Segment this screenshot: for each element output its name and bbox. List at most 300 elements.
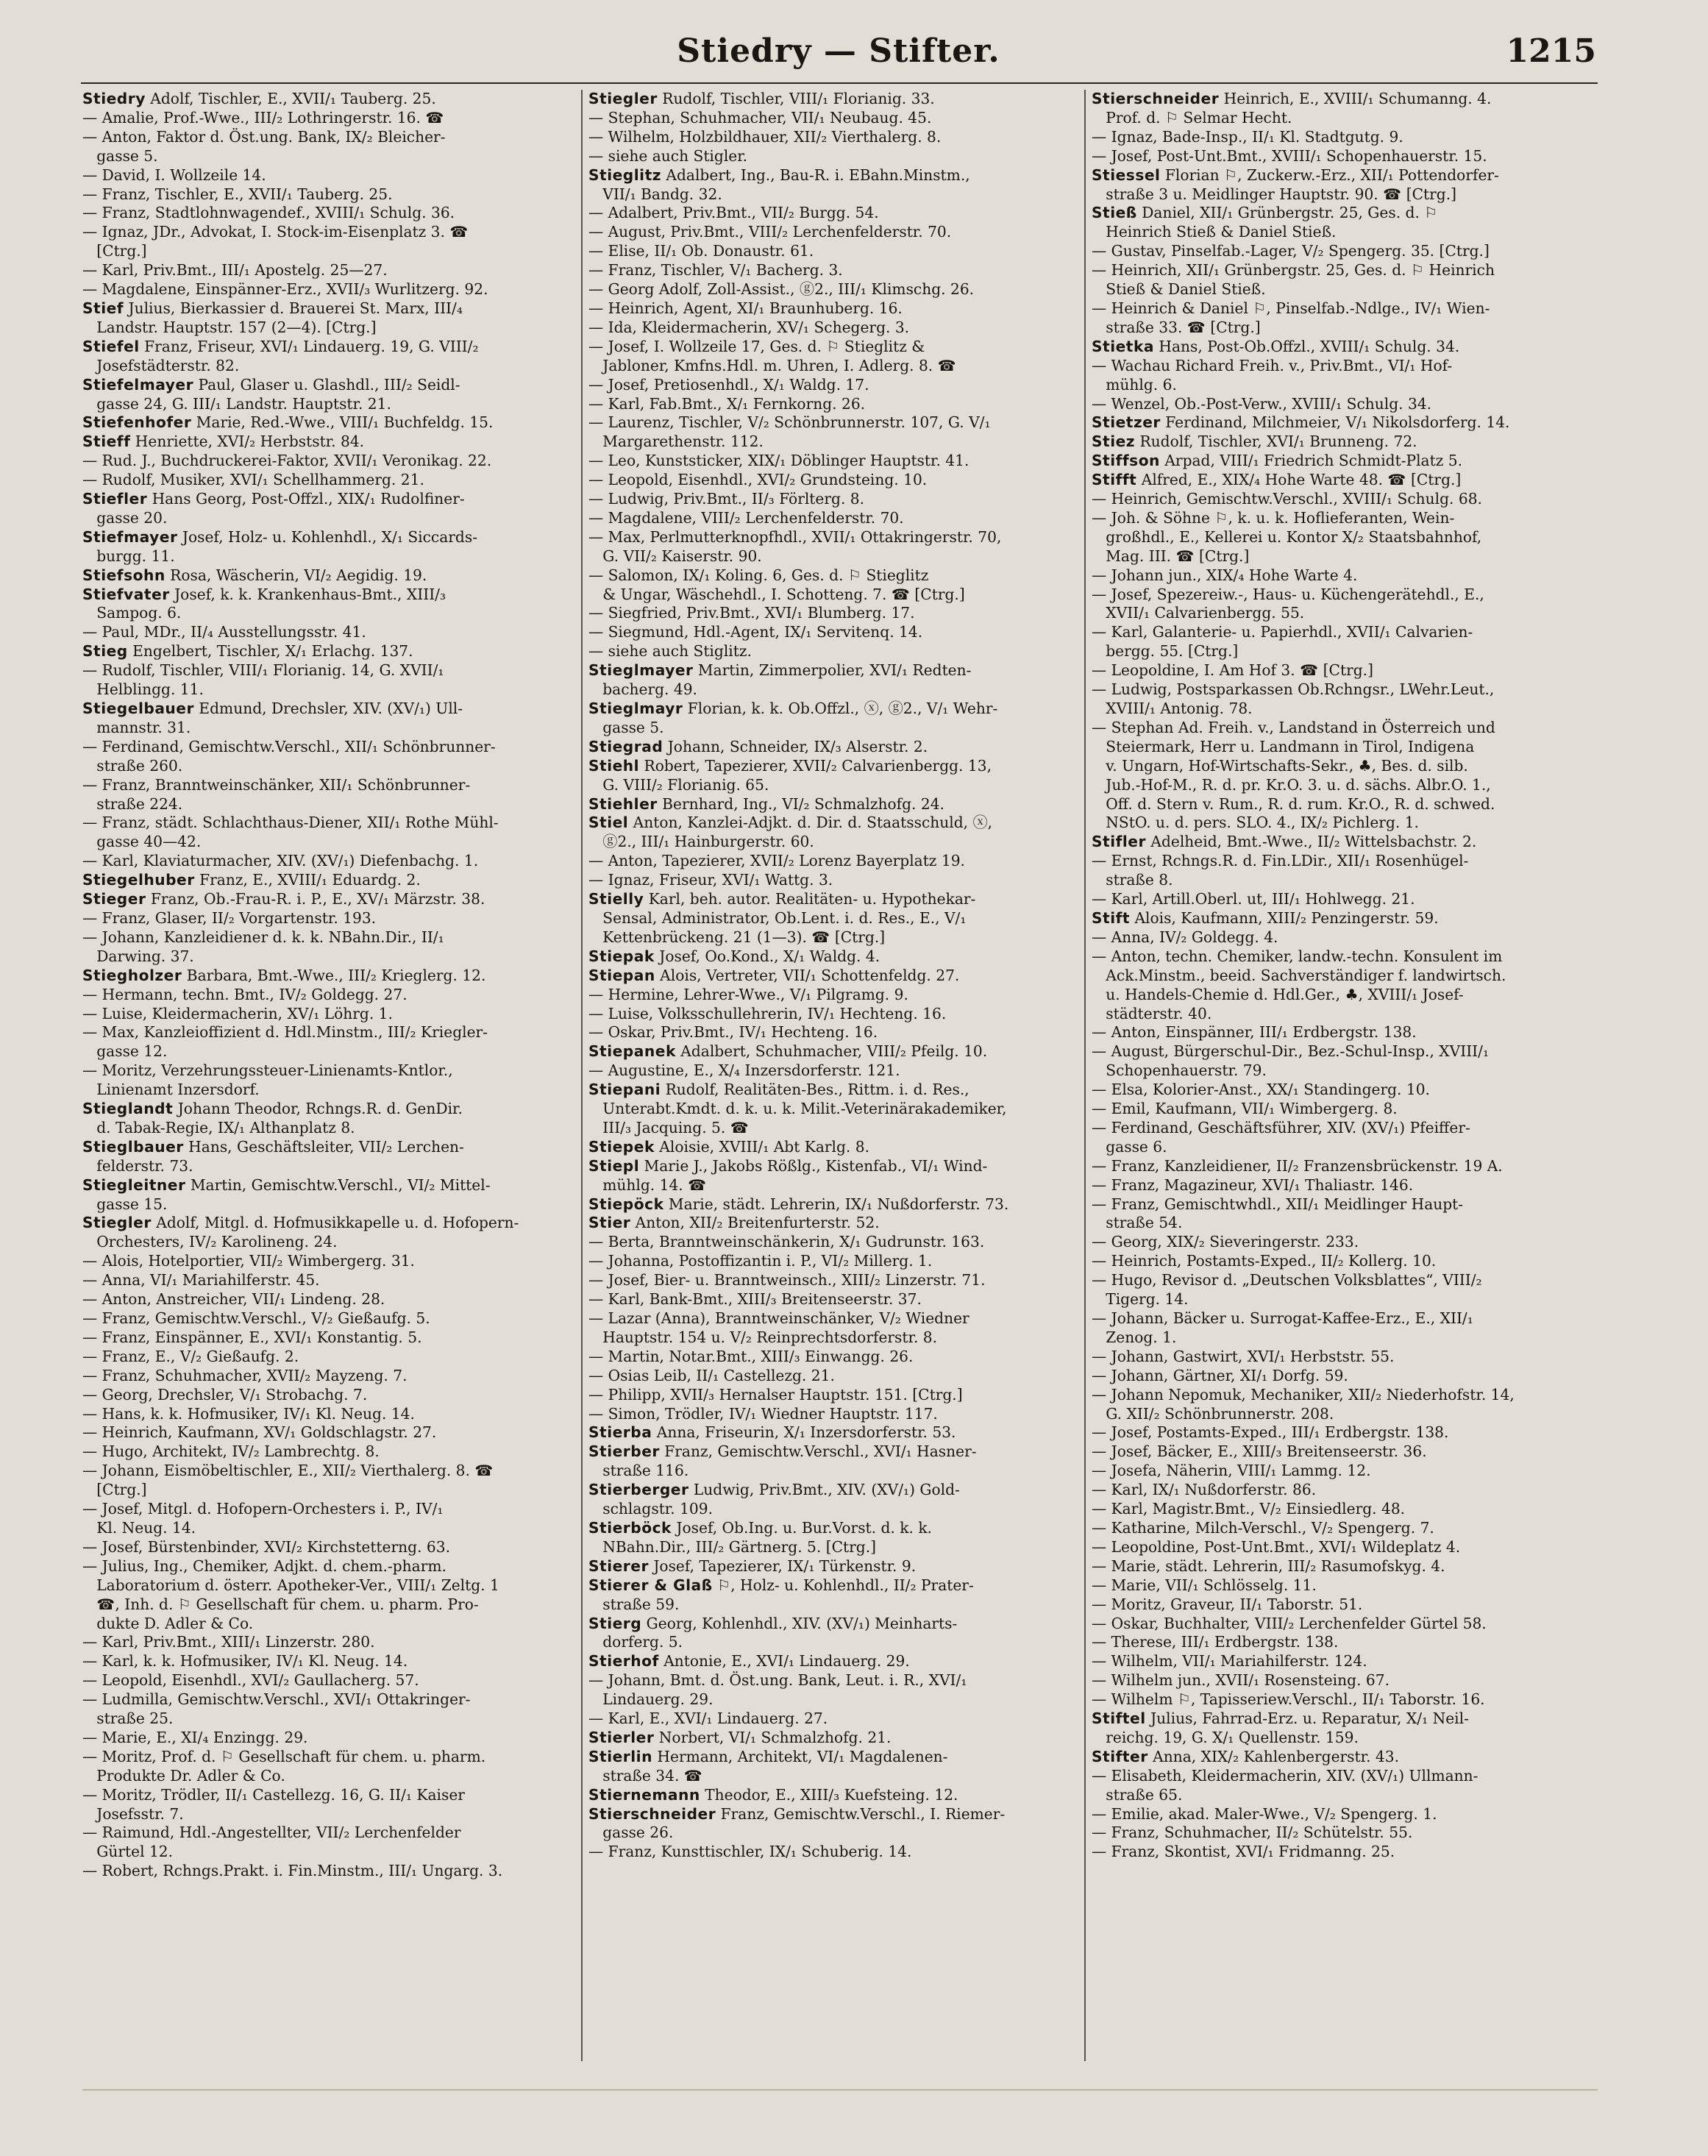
entry-text: gasse 40—42. xyxy=(82,833,202,851)
directory-line xyxy=(1092,338,1592,357)
entry-text: gasse 6. xyxy=(1092,1137,1167,1156)
entry-text: — Josef, Mitgl. d. Hofopern-Orchesters i. P., IV/₁ xyxy=(82,1500,444,1518)
surname-heading: Stier xyxy=(588,1214,631,1232)
directory-line xyxy=(82,1348,583,1367)
directory-line xyxy=(1092,890,1592,909)
surname-heading: Stielly xyxy=(588,890,644,908)
directory-line xyxy=(588,185,1089,204)
directory-line xyxy=(588,604,1089,623)
surname-heading: Stifft xyxy=(1092,471,1137,489)
entry-text: — Philipp, XVII/₃ Hernalser Hauptstr. 151. [Ctrg.] xyxy=(588,1385,963,1403)
entry-text: — Karl, k. k. Hofmusiker, IV/₁ Kl. Neug. 14. xyxy=(82,1652,408,1671)
entry-text: Mag. III. ☎ [Ctrg.] xyxy=(1092,547,1250,565)
entry-text: — Karl, Priv.Bmt., III/₁ Apostelg. 25—27. xyxy=(82,261,388,280)
entry-text: Hermann, Architekt, VI/₁ Magdalenen- xyxy=(652,1747,948,1765)
directory-line xyxy=(1092,604,1592,623)
surname-heading: Stierschneider xyxy=(1092,90,1220,107)
directory-line xyxy=(82,490,583,509)
directory-line xyxy=(82,871,583,890)
directory-line xyxy=(82,413,583,433)
surname-heading: Stiel xyxy=(588,814,629,832)
directory-line xyxy=(82,109,583,128)
entry-text: straße 8. xyxy=(1092,871,1173,889)
entry-text: gasse 5. xyxy=(588,718,664,736)
directory-line xyxy=(82,242,583,261)
entry-text: Adolf, Tischler, E., XVII/₁ Tauberg. 25. xyxy=(145,90,436,107)
directory-line xyxy=(588,1500,1089,1519)
directory-line xyxy=(82,1367,583,1386)
directory-line xyxy=(588,890,1089,909)
directory-line xyxy=(588,338,1089,357)
directory-line xyxy=(1092,967,1592,986)
directory-line xyxy=(1092,223,1592,242)
surname-heading: Stiepöck xyxy=(588,1195,664,1213)
directory-line xyxy=(1092,757,1592,776)
entry-text: — Franz, städt. Schlachthaus-Diener, XII/₁ Rothe Mühl- xyxy=(82,814,499,832)
entry-text: Martin, Gemischtw.Verschl., VI/₂ Mittel- xyxy=(185,1175,491,1194)
directory-line xyxy=(82,528,583,547)
entry-text: Barbara, Bmt.-Wwe., III/₂ Krieglerg. 12. xyxy=(182,966,486,984)
directory-line xyxy=(82,128,583,147)
directory-line xyxy=(1092,1767,1592,1786)
directory-line xyxy=(1092,1138,1592,1157)
directory-line xyxy=(82,1671,583,1690)
directory-line xyxy=(82,376,583,395)
entry-text: — Franz, Einspänner, E., XVI/₁ Konstantig. 5. xyxy=(82,1328,422,1346)
directory-line xyxy=(588,1786,1089,1805)
directory-line xyxy=(588,1328,1089,1348)
surname-heading: Stifler xyxy=(1092,833,1146,851)
entry-text: Unterabt.Kmdt. d. k. u. k. Milit.-Veterinärakademiker, xyxy=(588,1100,1007,1118)
entry-text: Engelbert, Tischler, X/₁ Erlachg. 137. xyxy=(127,642,413,661)
directory-line xyxy=(1092,1729,1592,1748)
entry-text: — Johann, Bäcker u. Surrogat-Kaffee-Erz., E., XII/₁ xyxy=(1092,1309,1473,1327)
entry-text: — Johanna, Postoffizantin i. P., VI/₂ Millerg. 1. xyxy=(588,1252,933,1270)
entry-text: — Ferdinand, Gemischtw.Verschl., XII/₁ Schönbrunner- xyxy=(82,737,496,755)
surname-heading: Stiepan xyxy=(588,966,655,984)
directory-line xyxy=(1092,700,1592,719)
entry-text: — Franz, Stadtlohnwagendef., XVIII/₁ Schulg. 36. xyxy=(82,204,455,222)
directory-line xyxy=(82,1633,583,1652)
entry-text: XVIII/₁ Antonig. 78. xyxy=(1092,700,1253,717)
entry-text: — Karl, Galanterie- u. Papierhdl., XVII/₁ Calvarien- xyxy=(1092,623,1473,641)
directory-line xyxy=(588,1367,1089,1386)
directory-line xyxy=(1092,1481,1592,1500)
surname-heading: Stiefenhofer xyxy=(82,413,192,432)
surname-heading: Stifter xyxy=(1092,1747,1148,1765)
entry-text: — Heinrich, Kaufmann, XV/₁ Goldschlagstr. 27. xyxy=(82,1423,437,1442)
directory-line xyxy=(1092,1233,1592,1252)
directory-line xyxy=(1092,738,1592,757)
directory-line xyxy=(588,1081,1089,1100)
entry-text: — Johann Nepomuk, Mechaniker, XII/₂ Niederhofstr. 14, xyxy=(1092,1385,1515,1403)
entry-text: straße 33. ☎ [Ctrg.] xyxy=(1092,318,1261,336)
entry-text: Martin, Zimmerpolier, XVI/₁ Redten- xyxy=(693,661,972,680)
entry-text: — Franz, Kunsttischler, IX/₁ Schuberig. 14. xyxy=(588,1843,912,1861)
entry-text: — Robert, Rchngs.Prakt. i. Fin.Minstm., III/₁ Ungarg. 3. xyxy=(82,1862,503,1880)
surname-heading: Stiedry xyxy=(82,90,146,107)
directory-line xyxy=(1092,852,1592,871)
entry-text: Henriette, XVI/₂ Herbststr. 84. xyxy=(130,433,365,451)
directory-line xyxy=(1092,90,1592,109)
directory-line xyxy=(82,90,583,109)
entry-text: Adalbert, Schuhmacher, VIII/₂ Pfeilg. 10. xyxy=(675,1042,988,1061)
entry-text: — Amalie, Prof.-Wwe., III/₂ Lothringerstr. 16. ☎ xyxy=(82,108,444,127)
entry-text: — Adalbert, Priv.Bmt., VII/₂ Burgg. 54. xyxy=(588,204,879,222)
directory-line xyxy=(588,1405,1089,1424)
entry-text: Sensal, Administrator, Ob.Lent. i. d. Res., E., V/₁ xyxy=(588,908,967,927)
page-header xyxy=(81,32,1596,84)
surname-heading: Stierer xyxy=(588,1556,649,1575)
entry-text: Margarethenstr. 112. xyxy=(588,433,764,451)
directory-line xyxy=(82,395,583,414)
entry-text: Kl. Neug. 14. xyxy=(82,1518,196,1537)
surname-heading: Stiegholzer xyxy=(82,966,182,984)
directory-line xyxy=(1092,1100,1592,1119)
directory-line xyxy=(1092,661,1592,680)
directory-line xyxy=(588,433,1089,452)
directory-line xyxy=(588,509,1089,528)
directory-line xyxy=(588,1309,1089,1328)
entry-text: — Anton, Anstreicher, VII/₁ Lindeng. 28. xyxy=(82,1290,385,1309)
directory-line xyxy=(588,1652,1089,1671)
entry-text: Johann, Schneider, IX/₃ Alserstr. 2. xyxy=(663,737,928,755)
surname-heading: Stiegrad xyxy=(588,737,663,755)
entry-text: NStO. u. d. pers. SLO. 4., IX/₂ Pichlerg. 1. xyxy=(1092,814,1419,832)
entry-text: — Franz, Glaser, II/₂ Vorgartenstr. 193. xyxy=(82,908,377,927)
directory-line xyxy=(1092,261,1592,280)
entry-text: — Franz, Gemischtwhdl., XII/₁ Meidlinger Haupt- xyxy=(1092,1195,1464,1213)
directory-line xyxy=(82,433,583,452)
directory-line xyxy=(588,490,1089,509)
directory-line xyxy=(82,204,583,223)
directory-line xyxy=(588,1843,1089,1862)
surname-heading: Stierlin xyxy=(588,1747,652,1765)
entry-text: — Leopoldine, I. Am Hof 3. ☎ [Ctrg.] xyxy=(1092,661,1373,680)
entry-text: Helblingg. 11. xyxy=(82,680,204,699)
directory-line xyxy=(82,185,583,204)
entry-text: — Ludwig, Priv.Bmt., II/₃ Förlterg. 8. xyxy=(588,490,865,508)
directory-line xyxy=(82,719,583,738)
directory-line xyxy=(1092,490,1592,509)
entry-text: — Josef, Spezereiw.-, Haus- u. Küchengerätehdl., E., xyxy=(1092,585,1484,603)
entry-text: — Siegmund, Hdl.-Agent, IX/₁ Servitenq. 14. xyxy=(588,623,923,641)
entry-text: — Rudolf, Musiker, XVI/₁ Schellhammerg. 21. xyxy=(82,471,424,489)
surname-heading: Stift xyxy=(1092,908,1131,927)
entry-text: Josefsstr. 7. xyxy=(82,1804,184,1823)
directory-line xyxy=(588,871,1089,890)
entry-text: — siehe auch Stigler. xyxy=(588,146,748,165)
entry-text: Jabloner, Kmfns.Hdl. m. Uhren, I. Adlerg. 8. ☎ xyxy=(588,356,956,374)
entry-text: städterstr. 40. xyxy=(1092,1004,1212,1022)
directory-line xyxy=(1092,1081,1592,1100)
entry-text: — August, Priv.Bmt., VIII/₂ Lerchenfelderstr. 70. xyxy=(588,223,952,241)
entry-text: Julius, Bierkassier d. Brauerei St. Marx, III/₄ xyxy=(124,299,463,317)
entry-text: — August, Bürgerschul-Dir., Bez.-Schul-Insp., XVIII/₁ xyxy=(1092,1042,1490,1061)
entry-text: felderstr. 73. xyxy=(82,1156,193,1175)
directory-line xyxy=(82,1519,583,1538)
entry-text: — Heinrich, Postamts-Exped., II/₂ Kollerg. 10. xyxy=(1092,1252,1437,1270)
entry-text: Josef, k. k. Krankenhaus-Bmt., XIII/₃ xyxy=(169,585,446,603)
entry-text: Heinrich Stieß & Daniel Stieß. xyxy=(1092,223,1337,241)
directory-line xyxy=(82,1767,583,1786)
entry-text: Hauptstr. 154 u. V/₂ Reinprechtsdorferstr. 8. xyxy=(588,1328,938,1346)
directory-line xyxy=(82,1042,583,1061)
page-number: 1215 xyxy=(1506,32,1596,70)
directory-line xyxy=(82,1538,583,1557)
entry-text: — Augustine, E., X/₄ Inzersdorferstr. 121. xyxy=(588,1061,900,1080)
directory-line xyxy=(1092,1538,1592,1557)
entry-text: Marie, städt. Lehrerin, IX/₁ Nußdorferstr. 73. xyxy=(663,1195,1009,1213)
entry-text: — Marie, VII/₁ Schlösselg. 11. xyxy=(1092,1576,1317,1594)
entry-text: — Johann jun., XIX/₄ Hohe Warte 4. xyxy=(1092,566,1358,584)
column-2 xyxy=(588,90,1089,1862)
directory-line xyxy=(588,833,1089,852)
entry-text: Robert, Tapezierer, XVII/₂ Calvarienbergg. 13, xyxy=(639,756,992,775)
entry-text: VII/₁ Bandg. 32. xyxy=(588,185,722,203)
entry-text: — Katharine, Milch-Verschl., V/₂ Spengerg. 7. xyxy=(1092,1518,1434,1537)
directory-line xyxy=(82,1023,583,1042)
entry-text: — Rud. J., Buchdruckerei-Faktor, XVII/₁ Veronikag. 22. xyxy=(82,452,492,470)
surname-heading: Stiffson xyxy=(1092,452,1160,470)
entry-text: gasse 12. xyxy=(82,1042,168,1061)
entry-text: — Johann, Bmt. d. Öst.ung. Bank, Leut. i. R., XVI/₁ xyxy=(588,1671,967,1690)
entry-text: — Marie, E., XI/₄ Enzingg. 29. xyxy=(82,1728,308,1746)
entry-text: mannstr. 31. xyxy=(82,718,191,736)
entry-text: — Simon, Trödler, IV/₁ Wiedner Hauptstr. 117. xyxy=(588,1404,938,1423)
entry-text: burgg. 11. xyxy=(82,547,175,565)
entry-text: — Elsa, Kolorier-Anst., XX/₁ Standingerg. 10. xyxy=(1092,1081,1430,1099)
directory-line xyxy=(82,1824,583,1843)
directory-line xyxy=(588,204,1089,223)
surname-heading: Stieglitz xyxy=(588,166,661,184)
entry-text: Franz, Gemischtw.Verschl., XVI/₁ Hasner- xyxy=(659,1442,977,1461)
directory-line xyxy=(82,586,583,605)
entry-text: G. VIII/₂ Florianig. 65. xyxy=(588,775,769,794)
entry-text: Rudolf, Realitäten-Bes., Rittm. i. d. Res., xyxy=(661,1081,969,1099)
directory-line xyxy=(588,1824,1089,1843)
entry-text: Franz, E., XVIII/₁ Eduardg. 2. xyxy=(194,871,421,889)
entry-text: — Franz, Schuhmacher, II/₂ Schütelstr. 55. xyxy=(1092,1824,1413,1842)
directory-line xyxy=(588,261,1089,280)
directory-line xyxy=(82,1748,583,1767)
directory-line xyxy=(1092,280,1592,299)
entry-text: Off. d. Stern v. Rum., R. d. rum. Kr.O., R. d. schwed. xyxy=(1092,794,1495,813)
entry-text: — Oskar, Buchhalter, VIII/₂ Lerchenfelder Gürtel 58. xyxy=(1092,1614,1487,1632)
directory-line xyxy=(588,357,1089,376)
directory-line xyxy=(1092,1462,1592,1481)
directory-line xyxy=(1092,1195,1592,1214)
entry-text: — Paul, MDr., II/₄ Ausstellungsstr. 41. xyxy=(82,623,366,641)
directory-line xyxy=(588,1690,1089,1709)
entry-text: Laboratorium d. österr. Apotheker-Ver., VIII/₁ Zeltg. 1 xyxy=(82,1576,499,1594)
entry-text: — Ludmilla, Gemischtw.Verschl., XVI/₁ Ottakringer- xyxy=(82,1690,471,1709)
surname-heading: Stiessel xyxy=(1092,166,1161,184)
surname-heading: Stiegler xyxy=(82,1214,152,1232)
directory-line xyxy=(588,452,1089,471)
directory-line xyxy=(588,1176,1089,1195)
directory-line xyxy=(1092,719,1592,738)
directory-line xyxy=(82,928,583,947)
directory-line xyxy=(1092,1690,1592,1709)
entry-text: Marie, Red.-Wwe., VIII/₁ Buchfeldg. 15. xyxy=(191,413,494,432)
directory-line xyxy=(1092,1252,1592,1271)
directory-line xyxy=(1092,166,1592,185)
directory-line xyxy=(82,280,583,299)
directory-line xyxy=(1092,299,1592,319)
directory-line xyxy=(82,1615,583,1634)
directory-line xyxy=(588,1633,1089,1652)
entry-text: — Wilhelm ⚐, Tapisseriew.Verschl., II/₁ Taborstr. 16. xyxy=(1092,1690,1485,1709)
entry-text: — Franz, Schuhmacher, XVII/₂ Mayzeng. 7. xyxy=(82,1366,408,1384)
directory-line xyxy=(1092,1157,1592,1176)
entry-text: — Wilhelm, VII/₁ Mariahilferstr. 124. xyxy=(1092,1652,1367,1671)
entry-text: — Joh. & Söhne ⚐, k. u. k. Hoflieferanten, Wein- xyxy=(1092,508,1455,527)
directory-line xyxy=(1092,1615,1592,1634)
column-3 xyxy=(1092,90,1592,1862)
directory-line xyxy=(1092,1348,1592,1367)
directory-line xyxy=(1092,1405,1592,1424)
directory-line xyxy=(82,1290,583,1309)
directory-line xyxy=(82,1061,583,1081)
directory-line xyxy=(588,986,1089,1005)
entry-text: — Karl, Bank-Bmt., XIII/₃ Breitenseerstr. 37. xyxy=(588,1290,922,1309)
entry-text: Stieß & Daniel Stieß. xyxy=(1092,280,1266,299)
entry-text: — Osias Leib, II/₁ Castellezg. 21. xyxy=(588,1366,835,1384)
entry-text: Ludwig, Priv.Bmt., XIV. (XV/₁) Gold- xyxy=(688,1481,960,1499)
directory-line xyxy=(588,319,1089,338)
surname-heading: Stiepak xyxy=(588,947,655,965)
directory-line xyxy=(588,1442,1089,1462)
entry-text: — Anton, Tapezierer, XVII/₂ Lorenz Bayerplatz 19. xyxy=(588,852,965,870)
running-title: Stiedry — Stifter. xyxy=(677,32,1000,70)
entry-text: NBahn.Dir., III/₂ Gärtnerg. 5. [Ctrg.] xyxy=(588,1537,877,1556)
directory-line xyxy=(1092,642,1592,661)
directory-line xyxy=(82,1271,583,1290)
directory-line xyxy=(1092,680,1592,700)
directory-line xyxy=(588,852,1089,871)
entry-text: — Ludwig, Postsparkassen Ob.Rchngsr., LWehr.Leut., xyxy=(1092,680,1495,699)
directory-line xyxy=(1092,433,1592,452)
entry-text: — Josef, Bäcker, E., XIII/₃ Breitenseerstr. 36. xyxy=(1092,1442,1427,1461)
directory-line xyxy=(588,814,1089,833)
directory-line xyxy=(588,280,1089,299)
entry-text: Adelheid, Bmt.-Wwe., II/₂ Wittelsbachstr. 2. xyxy=(1145,833,1477,851)
entry-text: mühlg. 6. xyxy=(1092,375,1177,394)
entry-text: III/₃ Jacquing. 5. ☎ xyxy=(588,1118,749,1136)
entry-text: — Magdalene, VIII/₂ Lerchenfelderstr. 70. xyxy=(588,508,904,527)
entry-text: — Gustav, Pinselfab.-Lager, V/₂ Spengerg. 35. [Ctrg.] xyxy=(1092,242,1490,260)
entry-text: — Heinrich, XII/₁ Grünbergstr. 25, Ges. d. ⚐ Heinrich xyxy=(1092,261,1495,280)
entry-text: Steiermark, Herr u. Landmann in Tirol, Indigena xyxy=(1092,737,1475,755)
directory-line xyxy=(82,452,583,471)
directory-line xyxy=(82,1729,583,1748)
entry-text: Sampog. 6. xyxy=(82,604,182,622)
surname-heading: Stiepek xyxy=(588,1137,655,1156)
directory-line xyxy=(1092,1595,1592,1615)
entry-text: Franz, Ob.-Frau-R. i. P., E., XV/₁ Märzstr. 38. xyxy=(146,890,485,908)
entry-text: — Elisabeth, Kleidermacherin, XIV. (XV/₁) Ullmann- xyxy=(1092,1766,1479,1785)
entry-text: — Stephan, Schuhmacher, VII/₁ Neubaug. 45. xyxy=(588,108,932,127)
surname-heading: Stierer & Glaß xyxy=(588,1576,713,1594)
directory-line xyxy=(1092,1367,1592,1386)
entry-text: Ack.Minstm., beeid. Sachverständiger f. landwirtsch. xyxy=(1092,966,1506,984)
surname-heading: Stieglmayer xyxy=(588,661,694,680)
surname-heading: Stieg xyxy=(82,642,128,661)
entry-text: — Franz, Tischler, E., XVII/₁ Tauberg. 25. xyxy=(82,185,393,203)
entry-text: straße 65. xyxy=(1092,1785,1183,1804)
entry-text: — Karl, Fab.Bmt., X/₁ Fernkorng. 26. xyxy=(588,394,866,413)
footer-rule xyxy=(82,2089,1598,2091)
directory-line xyxy=(588,757,1089,776)
entry-text: — Magdalene, Einspänner-Erz., XVII/₃ Wurlitzerg. 92. xyxy=(82,280,488,299)
entry-text: Josef, Oo.Kond., X/₁ Waldg. 4. xyxy=(654,947,880,965)
directory-line xyxy=(1092,547,1592,566)
surname-heading: Stierschneider xyxy=(588,1804,716,1823)
surname-heading: Stierhof xyxy=(588,1652,659,1671)
directory-line xyxy=(82,1843,583,1862)
directory-line xyxy=(82,261,583,280)
entry-text: Josef, Tapezierer, IX/₁ Türkenstr. 9. xyxy=(648,1556,917,1575)
directory-line xyxy=(82,1709,583,1729)
directory-line xyxy=(82,623,583,642)
entry-text: Schopenhauerstr. 79. xyxy=(1092,1061,1267,1080)
directory-line xyxy=(588,1233,1089,1252)
entry-text: großhdl., E., Kellerei u. Kontor X/₂ Staatsbahnhof, xyxy=(1092,527,1482,546)
entry-text: gasse 26. xyxy=(588,1824,674,1842)
directory-line xyxy=(588,1138,1089,1157)
directory-line xyxy=(588,1157,1089,1176)
directory-line xyxy=(1092,566,1592,586)
surname-heading: Stierg xyxy=(588,1614,642,1632)
directory-line xyxy=(82,1690,583,1709)
directory-line xyxy=(1092,1709,1592,1729)
directory-line xyxy=(588,1709,1089,1729)
surname-heading: Stiegelhuber xyxy=(82,871,195,889)
entry-text: — Franz, Tischler, V/₁ Bacherg. 3. xyxy=(588,261,843,280)
entry-text: dorferg. 5. xyxy=(588,1633,683,1651)
entry-text: — Siegfried, Priv.Bmt., XVI/₁ Blumberg. 17. xyxy=(588,604,915,622)
directory-line xyxy=(1092,509,1592,528)
entry-text: G. VII/₂ Kaiserstr. 90. xyxy=(588,547,762,565)
entry-text: Produkte Dr. Adler & Co. xyxy=(82,1766,285,1785)
directory-line xyxy=(1092,376,1592,395)
entry-text: Anna, XIX/₂ Kahlenbergerstr. 43. xyxy=(1147,1747,1400,1765)
entry-text: Norbert, VI/₁ Schmalzhofg. 21. xyxy=(654,1728,892,1746)
entry-text: Kettenbrückeng. 21 (1—3). ☎ [Ctrg.] xyxy=(588,928,886,946)
directory-line xyxy=(82,1805,583,1824)
entry-text: Theodor, E., XIII/₃ Kuefsteing. 12. xyxy=(700,1785,958,1804)
entry-text: gasse 5. xyxy=(82,146,158,165)
directory-line xyxy=(588,795,1089,814)
surname-heading: Stiefel xyxy=(82,337,140,355)
entry-text: mühlg. 14. ☎ xyxy=(588,1175,707,1194)
entry-text: Florian ⚐, Zuckerw.-Erz., XII/₁ Pottendorfer- xyxy=(1160,166,1499,184)
entry-text: — Wachau Richard Freih. v., Priv.Bmt., VI/₁ Hof- xyxy=(1092,356,1453,374)
directory-line xyxy=(82,547,583,566)
entry-text: Marie J., Jakobs Rößlg., Kistenfab., VI/₁ Wind- xyxy=(639,1156,988,1175)
directory-line xyxy=(82,1557,583,1576)
directory-line xyxy=(82,1328,583,1348)
entry-text: Arpad, VIII/₁ Friedrich Schmidt-Platz 5. xyxy=(1159,452,1463,470)
directory-line xyxy=(82,471,583,490)
directory-line xyxy=(82,852,583,871)
directory-line xyxy=(588,166,1089,185)
entry-text: Hans, Post-Ob.Offzl., XVIII/₁ Schulg. 34. xyxy=(1154,337,1460,355)
directory-line xyxy=(1092,909,1592,928)
directory-line xyxy=(588,1462,1089,1481)
entry-text: — Josef, Post-Unt.Bmt., XVIII/₁ Schopenhauerstr. 15. xyxy=(1092,146,1487,165)
